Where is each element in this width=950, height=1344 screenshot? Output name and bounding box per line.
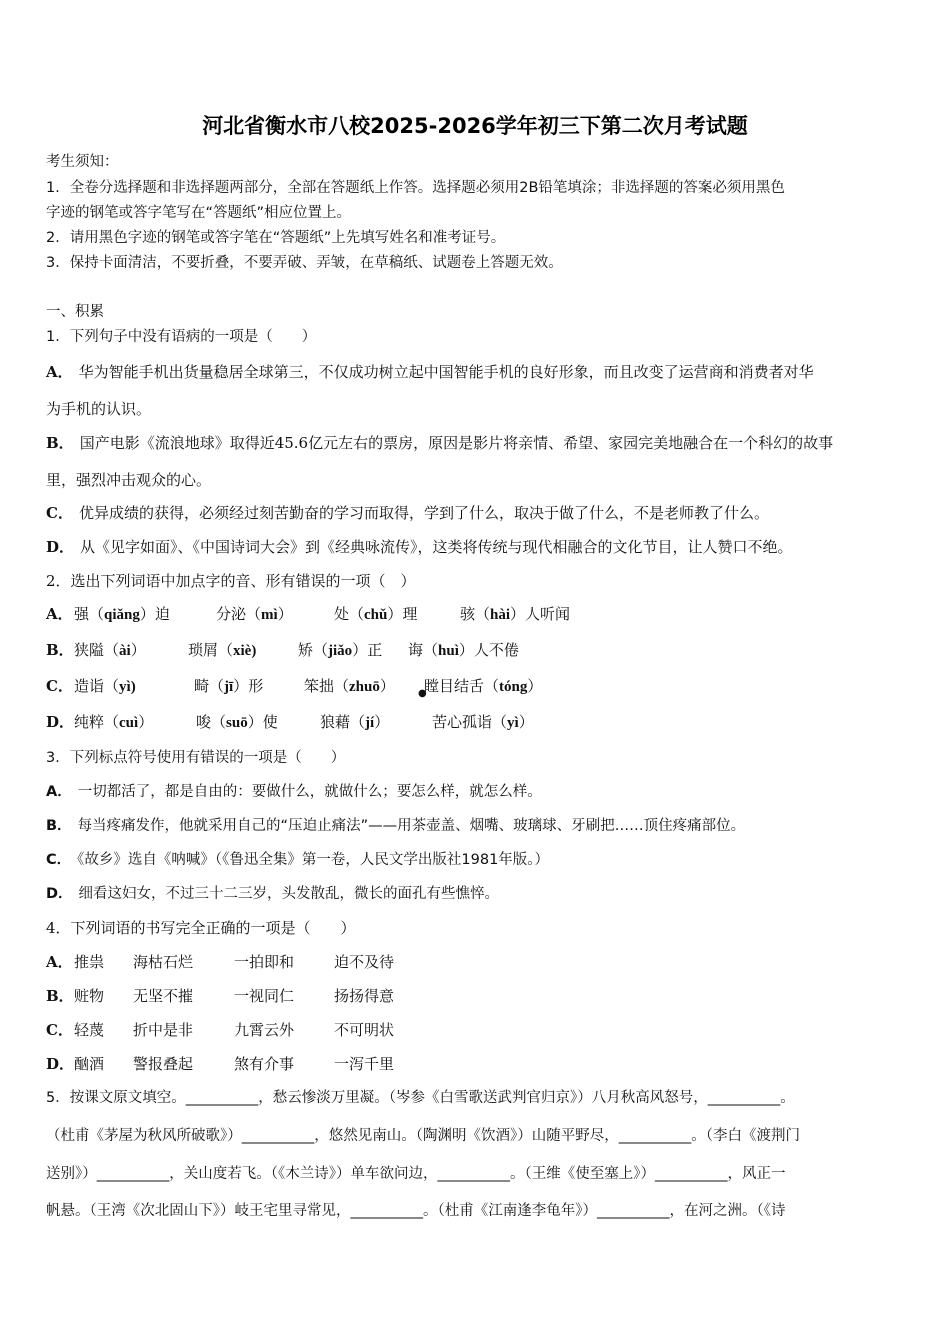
q2-d-item-4: 苦心孤诣（yì） [432, 713, 534, 731]
q2-option-d [46, 712, 534, 732]
option-text: 从《见字如面》、《中国诗词大会》到《经典咏流传》，这类将传统与现代相融合的文化节目，让人赞口不绝。 [80, 538, 793, 556]
option-text: 《故乡》选自《呐喊》（《鲁迅全集》第一卷，人民文学出版社1981年版。） [77, 852, 550, 868]
q3-option-c [46, 850, 549, 870]
q4-word: 无坚不摧 [133, 987, 194, 1005]
q3-option-b [46, 816, 745, 836]
notice-heading: 考生须知： [46, 154, 119, 170]
q4-word: 警报叠起 [133, 1055, 194, 1073]
option-label: D． [46, 713, 75, 731]
q5-line-4: 帆悬。（王湾《次北固山下》）岐王宅里寻常见，__________。（杜甫《江南逢李龟年》）__________，在河之洲。（《诗 [46, 1203, 786, 1219]
q2-c-item-1: 造诣（yì) [74, 677, 136, 695]
option-label: C． [46, 1021, 73, 1039]
q5-line-2: （杜甫《茅屋为秋风所破歌》）__________，悠然见南山。（陶渊明《饮酒》）山随平野尽，__________。（李白《渡荆门 [46, 1128, 800, 1144]
q2-d-item-1: 纯粹（cuì） [74, 713, 154, 731]
option-label: A． [46, 784, 72, 800]
q4-option-d [46, 1054, 395, 1074]
notice-item-1-cont: 字迹的钢笔或答字笔写在“答题纸”相应位置上。 [46, 205, 352, 221]
option-label: D． [46, 538, 75, 556]
option-text: 国产电影《流浪地球》取得近45.6亿元左右的票房，原因是影片将亲情、希望、家园完美地融合在一个科幻的故事 [79, 434, 834, 452]
q2-b-item-4: 诲（huì）人不倦 [408, 641, 519, 659]
q4-option-c [46, 1020, 395, 1040]
option-text: 一切都活了，都是自由的：要做什么，就做什么；要怎么样，就怎么样。 [77, 784, 542, 800]
q2-d-item-3: 狼藉（jí） [320, 713, 390, 731]
q2-c-item-3: 笨拙（zhuō） [304, 677, 395, 695]
option-label: D． [46, 1055, 75, 1073]
q4-word: 不可明状 [334, 1021, 395, 1039]
q2-c-item-4: 瞠目结舌（tóng） [424, 677, 543, 695]
notice-item-2: 2．请用黑色字迹的钢笔或答字笔在“答题纸”上先填写姓名和准考证号。 [46, 230, 506, 246]
q2-option-b [46, 640, 519, 660]
q2-d-item-2: 唆（suō）使 [196, 713, 278, 731]
q4-word: 迫不及待 [334, 953, 395, 971]
q5-line-1: 5．按课文原文填空。__________，愁云惨淡万里凝。（岑参《白雪歌送武判官归京》）八月秋高风怒号，__________。 [46, 1090, 795, 1106]
section-heading: 一、积累 [46, 304, 104, 320]
q3-option-a [46, 782, 542, 802]
option-label: A． [46, 953, 73, 971]
q2-a-item-3: 处（chǔ）理 [334, 605, 418, 623]
notice-item-1: 1．全卷分选择题和非选择题两部分，全部在答题纸上作答。选择题必须用2B铅笔填涂；非选择题的答案必须用黑色 [46, 180, 785, 196]
question-3-stem: 3．下列标点符号使用有错误的一项是（ ） [46, 750, 346, 766]
q4-word: 推祟 [74, 953, 105, 971]
notice-item-3: 3．保持卡面清洁，不要折叠，不要弄破、弄皱，在草稿纸、试题卷上答题无效。 [46, 255, 563, 271]
q4-word: 一视同仁 [234, 987, 295, 1005]
option-label: B． [46, 818, 72, 834]
q1-option-a-cont: 为手机的认识。 [46, 400, 152, 418]
q3-option-d [46, 884, 499, 904]
q5-line-3: 送别》）__________，关山度若飞。（《木兰诗》）单车欲问边，__________。（王维《使至塞上》）__________，风正一 [46, 1166, 786, 1182]
q2-a-item-1: 强（qiǎng）迫 [74, 605, 170, 623]
q4-word: 轻蔑 [74, 1021, 105, 1039]
q1-option-a [46, 362, 814, 382]
q2-b-item-1: 狭隘（ài） [74, 641, 146, 659]
option-label: B． [46, 641, 74, 659]
emphasis-dot: ● [418, 688, 427, 699]
q1-option-d [46, 537, 793, 557]
q1-option-c [46, 503, 769, 523]
q2-b-item-2: 琐屑（xiè) [188, 641, 257, 659]
q4-word: 扬扬得意 [334, 987, 395, 1005]
option-text: 细看这妇女，不过三十二三岁，头发散乱，微长的面孔有些憔悴。 [78, 886, 500, 902]
option-label: B． [46, 434, 74, 452]
option-label: A． [46, 363, 73, 381]
exam-title: 河北省衡水市八校2025-2026学年初三下第二次月考试题 [202, 114, 748, 138]
option-text: 华为智能手机出货量稳居全球第三，不仅成功树立起中国智能手机的良好形象，而且改变了运营商和消费者对华 [78, 363, 814, 381]
q1-option-b [46, 433, 833, 453]
q2-b-item-3: 矫（jiǎo）正 [298, 641, 383, 659]
q2-option-a [46, 604, 571, 624]
q2-a-item-4: 骇（hài）人听闻 [460, 605, 571, 623]
q4-option-a [46, 952, 395, 972]
q4-option-b [46, 986, 395, 1006]
option-text: 每当疼痛发作，他就采用自己的“压迫止痛法”——用茶壶盖、烟嘴、玻璃球、牙刷把……顶住疼痛部位。 [77, 818, 746, 834]
question-2-stem: 2．选出下列词语中加点字的音、形有错误的一项（ ） [46, 572, 416, 590]
option-label: C． [46, 852, 72, 868]
q4-word: 酗酒 [74, 1055, 105, 1073]
option-label: A． [46, 605, 73, 623]
q4-word: 煞有介事 [234, 1055, 295, 1073]
q2-c-item-2: 畸（jī）形 [194, 677, 264, 695]
option-label: C． [46, 504, 73, 522]
option-text: 优异成绩的获得，必须经过刻苦勤奋的学习而取得，学到了什么，取决于做了什么，不是老师教了什么。 [78, 504, 769, 522]
option-label: B． [46, 987, 74, 1005]
q1-option-b-cont: 里，强烈冲击观众的心。 [46, 471, 212, 489]
question-4-stem: 4．下列词语的书写完全正确的一项是（ ） [46, 919, 356, 937]
q4-word: 一拍即和 [234, 953, 295, 971]
q4-word: 九霄云外 [234, 1021, 295, 1039]
q4-word: 一泻千里 [334, 1055, 395, 1073]
option-label: D． [46, 886, 73, 902]
q4-word: 赃物 [74, 987, 105, 1005]
q2-a-item-2: 分泌（mì） [216, 605, 293, 623]
q4-word: 海枯石烂 [133, 953, 194, 971]
option-label: C． [46, 677, 73, 695]
question-1-stem: 1．下列句子中没有语病的一项是（ ） [46, 329, 317, 345]
q4-word: 折中是非 [133, 1021, 194, 1039]
q2-option-c [46, 676, 543, 699]
